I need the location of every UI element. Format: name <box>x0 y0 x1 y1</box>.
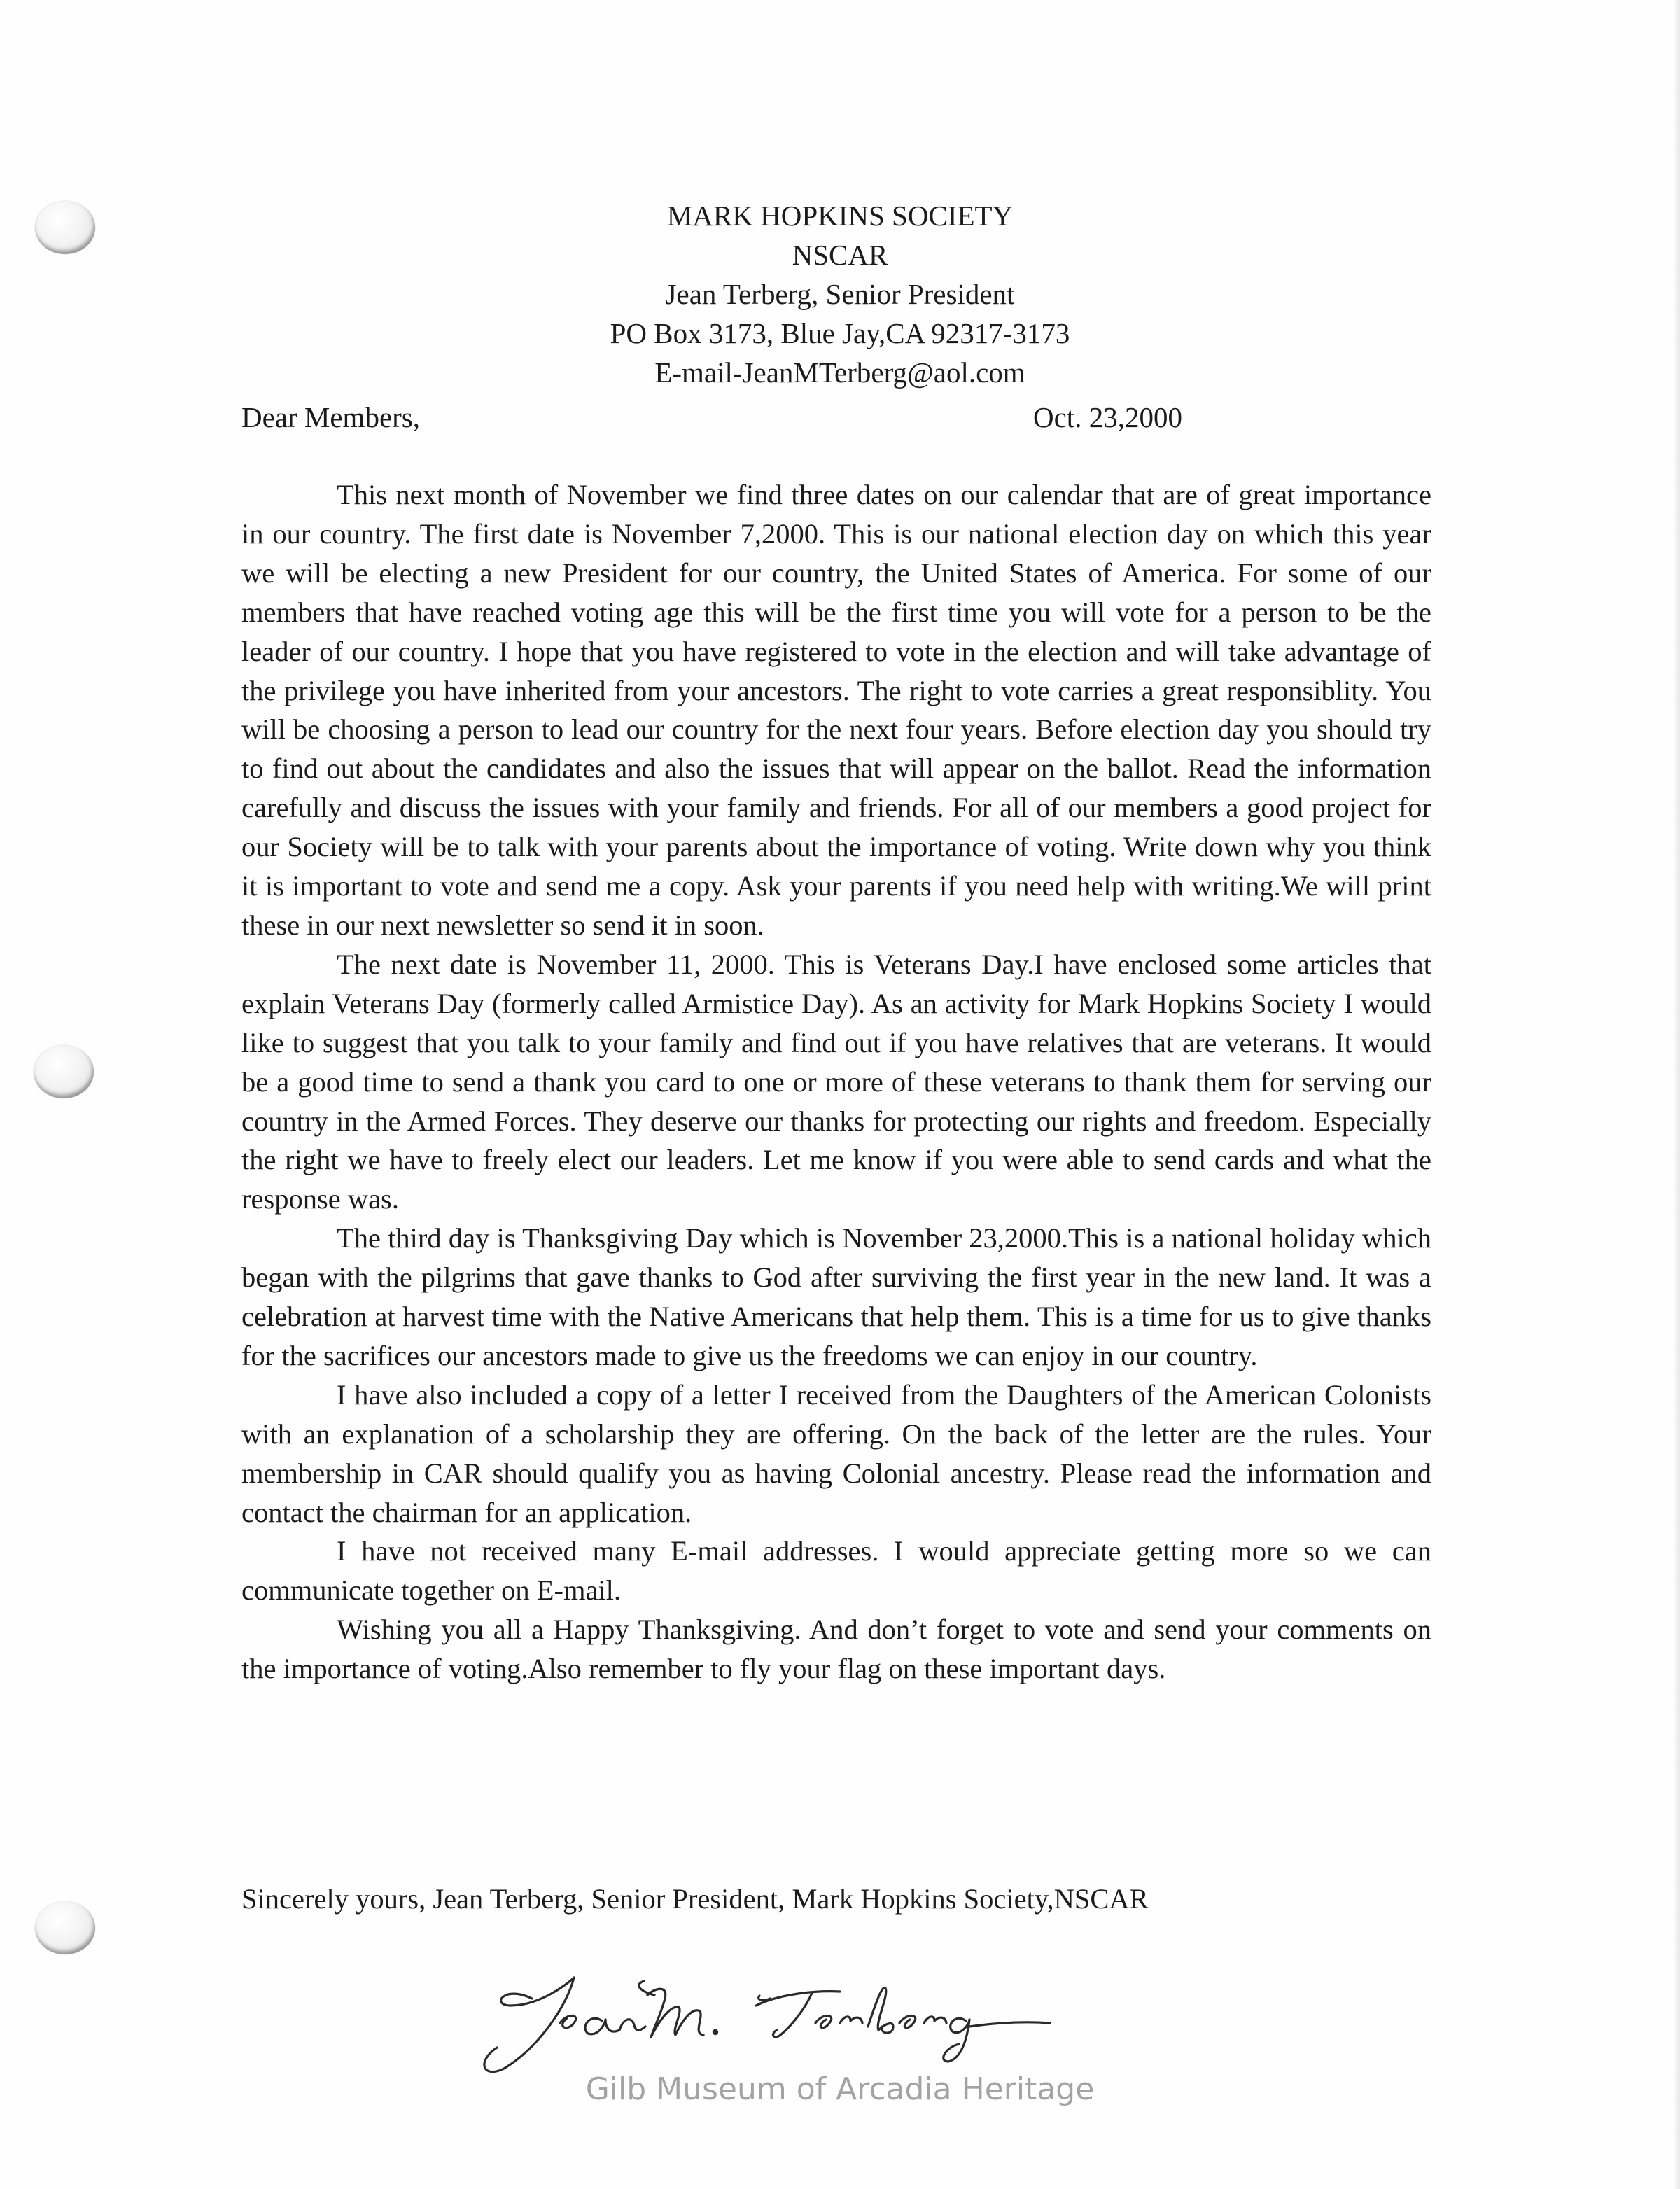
closing-line: Sincerely yours, Jean Terberg, Senior President, Mark Hopkins Society,NSCAR <box>241 1883 1149 1915</box>
chapter-name: NSCAR <box>792 239 888 271</box>
page-edge <box>1673 0 1680 2189</box>
paragraph-email: I have not received many E-mail addresses. I would appreciate getting more so we can communicate together on E-mail. <box>241 1535 1432 1607</box>
email-address: E-mail-JeanMTerberg@aol.com <box>654 356 1026 389</box>
letterhead <box>280 196 1400 392</box>
handwritten-signature <box>462 1957 1092 2083</box>
punch-hole-bottom <box>35 1901 95 1954</box>
museum-watermark: Gilb Museum of Arcadia Heritage <box>585 2071 1095 2107</box>
organization-name: MARK HOPKINS SOCIETY <box>666 200 1014 232</box>
salutation: Dear Members, <box>241 401 421 433</box>
paragraph-veterans-day: The next date is November 11, 2000. This is Veterans Day.I have enclosed some articles that explain Veterans Day (formerly called Armistice Day). As an activity for Mark Hopkins Society I would like to suggest that you talk to your family and find out if you have relatives that are veterans. It would be a good time to send a thank you card to one or more of these veterans to thank them for serving our country in the Armed Forces. They deserve our thanks for protecting our rights and freedom. Especially the right we have to freely elect our leaders. Let me know if you were able to send cards and what the response was. <box>241 948 1432 1215</box>
paragraph-wishes: Wishing you all a Happy Thanksgiving. And don’t forget to vote and send your comments on the importance of voting.Also remember to fly your flag on these important days. <box>241 1614 1432 1685</box>
letter-date: Oct. 23,2000 <box>1033 401 1182 433</box>
officer-name: Jean Terberg, Senior President <box>665 278 1015 310</box>
paragraph-scholarship: I have also included a copy of a letter I received from the Daughters of the American Colonists with an explanation of a scholarship they are offering. On the back of the letter are the rules. Your membership in CAR should qualify you as having Colonial ancestry. Please read the information and contact the chairman for an application. <box>241 1378 1432 1528</box>
letter-body <box>241 475 1432 1688</box>
paragraph-election-day: This next month of November we find three dates on our calendar that are of great importance in our country. The first date is November 7,2000. This is our national election day on which this year we will be electing a new President for our country, the United States of America. For some of our members that have reached voting age this will be the first time you will vote for a person to be the leader of our country. I hope that you have registered to vote in the election and will take advantage of the privilege you have inherited from your ancestors. The right to vote carries a great responsiblity. You will be choosing a person to lead our country for the next four years. Before election day you should try to find out about the candidates and also the issues that will appear on the ballot. Read the information carefully and discuss the issues with your family and friends. For all of our members a good project for our Society will be to talk with your parents about the importance of voting. Write down why you think it is important to vote and send me a copy. Ask your parents if you need help with writing.We will print these in our next newsletter so send it in soon. <box>241 479 1432 941</box>
paragraph-thanksgiving: The third day is Thanksgiving Day which is November 23,2000.This is a national holiday which began with the pilgrims that gave thanks to God after surviving the first year in the new land. It was a celebration at harvest time with the Native Americans that help them. This is a time for us to give thanks for the sacrifices our ancestors made to give us the freedoms we can enjoy in our country. <box>241 1222 1432 1371</box>
punch-hole-top <box>35 201 95 254</box>
punch-hole-middle <box>34 1045 94 1098</box>
mailing-address: PO Box 3173, Blue Jay,CA 92317-3173 <box>610 317 1070 349</box>
